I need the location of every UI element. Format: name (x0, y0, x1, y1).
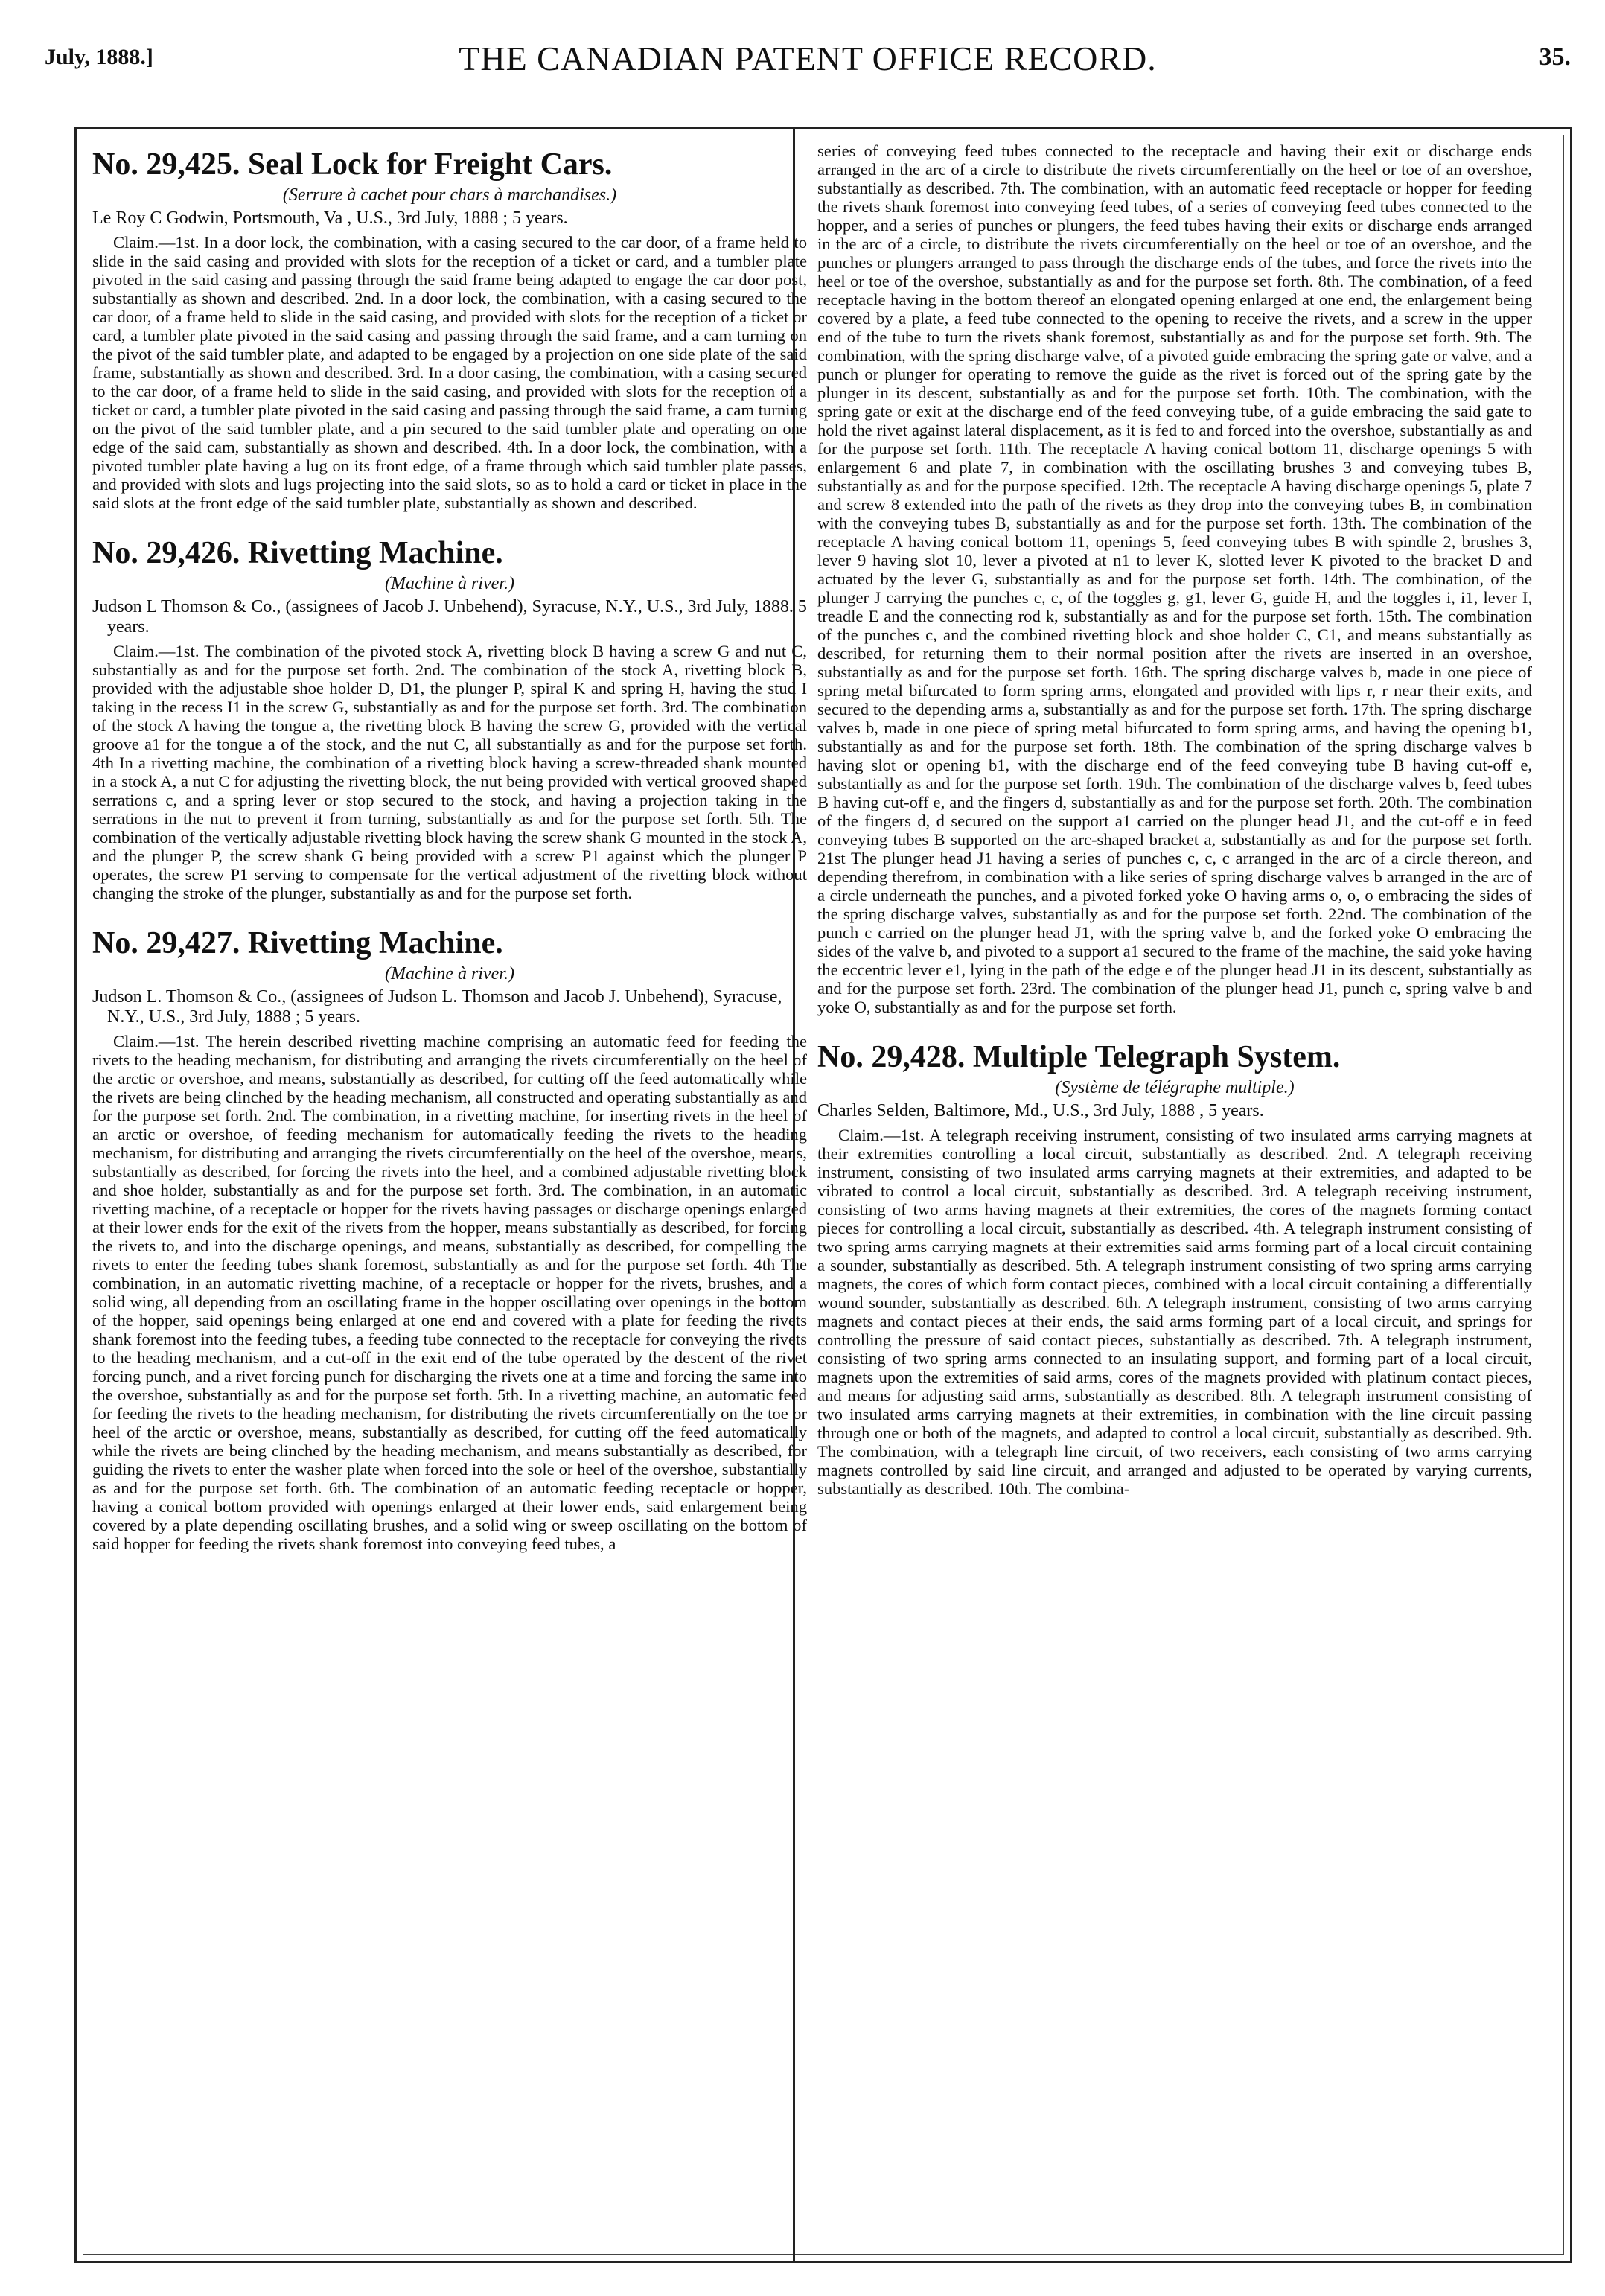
entry-french-title: (Serrure à cachet pour chars à marchandises.) (282, 185, 617, 205)
page-number: 35. (1539, 43, 1571, 71)
publication-title: THE CANADIAN PATENT OFFICE RECORD. (459, 39, 1157, 77)
patent-entry-29426 (92, 535, 807, 902)
entry-heading: No. 29,426. Rivetting Machine. (92, 536, 503, 570)
entry-heading: No. 29,428. Multiple Telegraph System. (817, 1040, 1341, 1074)
patent-entry-29427 (92, 925, 807, 1553)
entry-claim: Claim.—1st. The herein described rivetting machine comprising an automatic feed for feeding the rivets to the heading mechanism, for distributing and arranging the rivets circumferentially on the heel of the arctic or overshoe, and means, substantially as described, for cutting off the feed automatically while the rivets are being clinched by the heading mechanism, all constructed and operating substantially as and for the purpose set forth. 2nd. The combination, in a rivetting machine, for inserting rivets in the heel of an arctic or overshoe, of feeding mechanism for automatically feeding the rivets to the heading mechanism, for distributing and arranging the rivets circumferentially on the heel of the overshoe, means, substantially as described, for forcing the rivets into the heel, and a combined adjustable rivetting block and shoe holder, substantially as and for the purpose set forth. 3rd. The combination, in an automatic rivetting machine, of a receptacle or hopper for the rivets having passages or discharge openings enlarged at their lower ends for the exit of the rivets from the hopper, means substantially as described, for forcing the rivets to, and into the discharge openings, and means, substantially as described, for compelling the rivets to enter the feeding tubes shank foremost, substantially as and for the purpose set forth. 4th The combination, in an automatic rivetting machine, of a receptacle or hopper for the rivets, brushes, and a solid wing, all depending from an oscillating frame in the hopper oscillating over openings in the bottom of the hopper, said openings being enlarged at one end and covered with a plate for feeding the rivets shank foremost into the feeding tubes, a feeding tube connected to the receptacle for conveying the rivets to the heading mechanism, and a cut-off in the exit end of the tube operated by the descent of the rivet forcing punch, and a rivet forcing punch for discharging the rivets one at a time and forcing the same into the overshoe, substantially as and for the purpose set forth. 5th. In a rivetting machine, an automatic feed for feeding the rivets to the heading mechanism, for distributing the rivets circumferentially on the toe or heel of the arctic or overshoe, means, substantially as described, for cutting off the feed automatically while the rivets are being clinched by the heading mechanism, and means substantially as described, for guiding the rivets to enter the washer plate when forced into the sole or heel of the overshoe, substantially as and for the purpose set forth. 6th. The combination of an automatic feeding receptacle or hopper, having a conical bottom provided with openings enlarged at their lower ends, said enlargement being covered by a plate depending oscillating brushes, and a solid wing or sweep oscillating on the bottom of said hopper for feeding the rivets shank foremost into conveying feed tubes, a (92, 1032, 807, 1553)
patent-entry-29425 (92, 146, 807, 512)
entry-french-title: (Machine à river.) (385, 964, 514, 983)
entry-claim: Claim.—1st. In a door lock, the combination, with a casing secured to the car door, of a frame held to slide in the said casing and provided with slots for the reception of a ticket or card, and a tumbler plate pivoted in the said casing and passing through the said frame being adapted to engage the car door post, substantially as shown and described. 2nd. In a door lock, the combination, with a casing secured to the car door, of a frame held to slide in the said casing, and provided with slots for the reception of a ticket or card, a tumbler plate pivoted in the said casing and passing through the said frame, and a cam turning on the pivot of the said tumbler plate, and adapted to be engaged by a projection on one side plate of the said frame, substantially as shown and described. 3rd. In a door casing, the combination, with a casing secured to the car door, of a frame held to slide in the said casing, and provided with slots for the reception of a ticket or card, a tumbler plate pivoted in the said casing and passing through the said frame, a cam turning on the pivot of the said tumbler plate, and a pin secured to the said tumbler plate and operating on one edge of the said cam, substantially as shown and described. 4th. In a door lock, the combination, with a pivoted tumbler plate having a lug on its front edge, of a frame through which said tumbler plate passes, and provided with slots and lugs projecting into the said slots, so as to hold a card or ticket in place in the said slots at the front edge of the said tumbler plate, substantially as shown and described. (92, 233, 807, 512)
entry-heading: No. 29,425. Seal Lock for Freight Cars. (92, 147, 613, 182)
entry-inventor: Charles Selden, Baltimore, Md., U.S., 3rd July, 1888 , 5 years. (817, 1101, 1264, 1120)
patent-entry-29428 (817, 1039, 1532, 1498)
entry-claim: Claim.—1st. A telegraph receiving instrument, consisting of two insulated arms carrying magnets at their extremities controlling a local circuit, substantially as described. 2nd. A telegraph receiving instrument, consisting of two insulated arms carrying magnets at their extremities, and adapted to be vibrated to control a local circuit, substantially as described. 3rd. A telegraph receiving instrument, consisting of two arms having magnets at their extremities, the cores of the magnets forming contact pieces for controlling a local circuit, substantially as described. 4th. A telegraph instrument consisting of two spring arms carrying magnets at their extremities said arms forming part of a local circuit containing a sounder, substantially as described. 5th. A telegraph instrument consisting of two spring arms carrying magnets, the cores of which form contact pieces, combined with a local circuit containing a differentially wound sounder, substantially as described. 6th. A telegraph instrument, consisting of two arms carrying magnets and contact pieces at their ends, the said arms forming part of a local circuit, and springs for controlling the pressure of said contact pieces, substantially as described. 7th. A telegraph instrument, consisting of two spring arms connected to an insulating support, and forming part of a local circuit, magnets upon the extremities of said arms, cores of the magnets provided with platinum contact pieces, and means for adjusting said arms, substantially as described. 8th. A telegraph instrument consisting of two insulated arms carrying magnets at their extremities, in combination with the line circuit passing through one or both of the magnets, and adapted to control a local circuit, substantially as described. 9th. The combination, with a telegraph line circuit, of two receivers, each consisting of two arms carrying magnets controlled by said line circuit, and arranged and adjusted to be operated by varying currents, substantially as described. 10th. The combina- (817, 1126, 1532, 1498)
right-column (817, 141, 1532, 2241)
entry-french-title: (Système de télégraphe multiple.) (1055, 1078, 1295, 1097)
issue-date: July, 1888.] (45, 45, 153, 69)
entry-inventor: Judson L. Thomson & Co., (assignees of Judson L. Thomson and Jacob J. Unbehend), Syracuse, N.Y., U.S., 3rd July, 1888 ; 5 years. (92, 987, 782, 1027)
entry-french-title: (Machine à river.) (385, 574, 514, 593)
continued-claims-29427: series of conveying feed tubes connected to the receptacle and having their exit or discharge ends arranged in the arc of a circle to distribute the rivets circumferentially on the heel or toe of an overshoe, substantially as described. 7th. The combination, with an automatic feed receptacle or hopper for feeding the rivets shank foremost into conveying feed tubes, of a series of conveying feed tubes connected to the hopper, and a series of punches or plungers, the feed tubes having their exits or discharge ends arranged in the arc of a circle, to distribute the rivets circumferentially on the heel or toe of an overshoe, and the punches or plungers arranged to pass through the discharge ends of the tubes, and force the rivets into the heel or toe of the overshoe, substantially as and for the purpose set forth. 8th. The combination, of a feed receptacle having in the bottom thereof an elongated opening enlarged at one end, the enlargement being covered by a plate, a feed tube connected to the opening to receive the rivets, and a screw in the upper end of the tube to turn the rivets shank foremost, substantially as and for the purpose set forth. 9th. The combination, with the spring discharge valve, of a pivoted guide embracing the spring gate or valve, and a punch or plunger for operating to remove the guide as the rivet is forced out of the spring gate by the plunger in its descent, substantially as and for the purpose set forth. 10th. The combination, with the spring gate or exit at the discharge end of the feed conveying tube, of a guide embracing the said gate to hold the rivet against lateral displacement, as it is fed to and forced into the overshoe, substantially as and for the purpose set forth. 11th. The receptacle A having conical bottom 11, discharge openings 5 with enlargement 6 and plate 7, in combination with the oscillating brushes 3 and conveying tubes B, substantially as and for the purpose specified. 12th. The receptacle A having discharge openings 5, plate 7 and screw 8 extended into the path of the rivets as they drop into the conveying tubes B, in combination with the conveying tubes B, substantially as and for the purpose set forth. 13th. The combination of the receptacle A having conical bottom 11, openings 5, feed conveying tubes B with spindle 2, brushes 3, lever 9 having slot 10, lever a pivoted at n1 to lever K, slotted lever K pivoted to the bracket D and actuated by the lever G, substantially as and for the purpose set forth. 14th. The combination, of the plunger J carrying the punches c, c, of the toggles g, g1, lever G, guide H, and the toggles i, i1, lever I, treadle E and the connecting rod k, substantially as and for the purpose set forth. 15th. The combination of the punches c, and the combined rivetting block and shoe holder C, C1, and means substantially as described, for returning them to their normal position after the rivets are inserted in an overshoe, substantially as and for the purpose set forth. 16th. The spring discharge valves b, made in one piece of spring metal bifurcated to form spring arms, elongated and provided with lips r, r near their exits, and secured to the depending arms a, substantially as and for the purpose set forth. 17th. The spring discharge valves b, made in one piece of spring metal bifurcated to form spring arms, and having the opening b1, substantially as and for the purpose set forth. 18th. The combination of the spring discharge valves b having slot or opening b1, with the discharge end of the feed conveying tube B having cut-off e, substantially as and for the purpose set forth. 19th. The combination of the discharge valves b, feed tubes B having cut-off e, and the fingers d, substantially as and for the purpose set forth. 20th. The combination of the fingers d, d secured on the support a1 carried on the plunger head J1, and the cut-off e in feed conveying tubes B supported on the arc-shaped bracket a, substantially as and for the purpose set forth. 21st The plunger head J1 having a series of punches c, c, c arranged in the arc of a circle thereon, and depending therefrom, in combination with a like series of spring discharge valves b arranged in the arc of a circle underneath the punches, and a pivoted forked yoke O having arms o, o, o embracing the sides of the spring discharge valves, substantially as and for the purpose set forth. 22nd. The combination of the punch c carried on the plunger head J1, with the spring valve b, and the forked yoke O embracing the sides of the valve b, and pivoted to a support a1 secured to the frame of the machine, the said yoke having the eccentric lever e1, lying in the path of the edge e of the plunger head J1 in its descent, substantially as and for the purpose set forth. 23rd. The combination of the plunger head J1, punch c, spring valve b and yoke O, substantially as and for the purpose set forth. (817, 141, 1532, 1016)
entry-claim: Claim.—1st. The combination of the pivoted stock A, rivetting block B having a screw G and nut C, substantially as and for the purpose set forth. 2nd. The combination of the stock A, rivetting block B, provided with the adjustable shoe holder D, D1, the plunger P, spiral K and spring H, having the stud I taking in the recess I1 in the screw G, substantially as and for the purpose set forth. 3rd. The combination of the stock A having the tongue a, the rivetting block B having the screw G, provided with the vertical groove a1 for the tongue a of the stock, and the nut C, all substantially as and for the purpose set forth. 4th In a rivetting machine, the combination of a rivetting block having a screw-threaded shank mounted in a stock A, a nut C for adjusting the rivetting block, the nut being provided with vertical grooved shaped serrations c, and a spring lever or stop secured to the stock, and having a projection taking in the serrations in the nut to prevent it from turning, substantially as and for the purpose set forth. 5th. The combination of the vertically adjustable rivetting block having the screw shank G mounted in the stock A, and the plunger P, the screw shank G being provided with a screw P1 against which the plunger P operates, the screw P1 serving to compensate for the vertical adjustment of the rivetting block without changing the stroke of the plunger, substantially as and for the purpose set forth. (92, 642, 807, 902)
entry-inventor: Judson L Thomson & Co., (assignees of Jacob J. Unbehend), Syracuse, N.Y., U.S., 3rd July, 1888. 5 years. (92, 597, 807, 637)
entry-inventor: Le Roy C Godwin, Portsmouth, Va , U.S., 3rd July, 1888 ; 5 years. (92, 208, 568, 228)
left-column (92, 141, 807, 2241)
entry-heading: No. 29,427. Rivetting Machine. (92, 926, 503, 960)
page-header (45, 39, 1571, 77)
